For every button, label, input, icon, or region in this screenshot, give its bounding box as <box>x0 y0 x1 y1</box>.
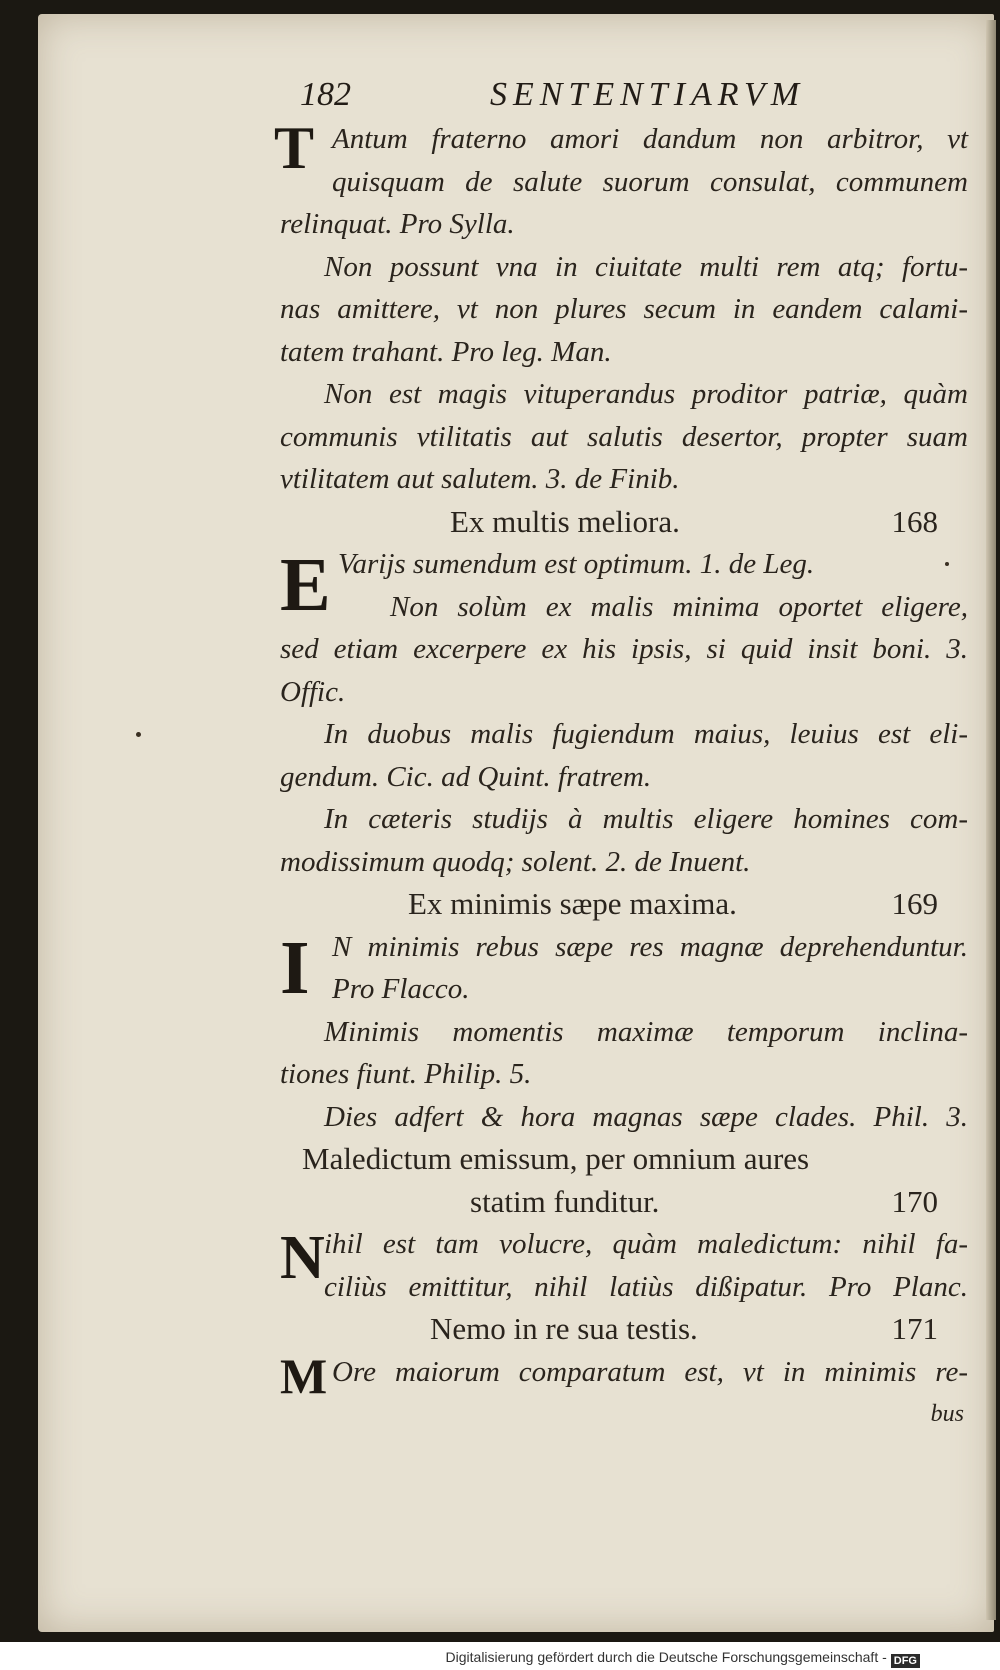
dfg-logo: DFG <box>891 1654 920 1668</box>
text-line: vtilitatem aut salutem. 3. de Finib. <box>280 463 680 495</box>
text-line: Non solùm ex malis minima oportet eligere, <box>390 590 968 623</box>
page-edge <box>986 20 996 1620</box>
drop-cap: I <box>280 925 310 1010</box>
text-line: Non est magis vituperandus proditor patriæ, quàm <box>324 378 968 410</box>
footer-text <box>446 1648 960 1668</box>
section-169 <box>280 926 968 1139</box>
text-line: tiones fiunt. Philip. 5. <box>280 1058 532 1090</box>
heading-text: Ex multis meliora. <box>450 503 680 539</box>
page-number: 182 <box>300 76 351 113</box>
heading-text: Ex minimis sæpe maxima. <box>408 886 737 921</box>
text-line: Antum fraterno amori dandum non arbitror, vt <box>332 123 968 155</box>
section-heading <box>280 1308 968 1351</box>
section-168 <box>280 543 968 883</box>
text-line: tatem trahant. Pro leg. Man. <box>280 335 612 368</box>
running-head: SENTENTIARVM <box>490 76 806 113</box>
text-line: Offic. <box>280 675 346 708</box>
text-line: relinquat. Pro Sylla. <box>280 208 515 240</box>
text-line: Ore maiorum comparatum est, vt in minimis re- <box>332 1355 968 1388</box>
section-heading <box>280 1138 968 1181</box>
section-171 <box>280 1347 968 1436</box>
section-heading <box>280 1181 968 1224</box>
section-167 <box>274 115 968 501</box>
ink-speck <box>136 732 141 737</box>
section-number: 169 <box>891 886 938 921</box>
text-line: sed etiam excerpere ex his ipsis, si quid insit boni. 3. <box>280 633 968 665</box>
text-line: Varijs sumendum est optimum. 1. de Leg. <box>338 548 815 580</box>
heading-text: Maledictum emissum, per omnium aures <box>302 1141 810 1176</box>
catchword: bus <box>930 1401 964 1427</box>
text-line: quisquam de salute suorum consulat, communem <box>332 165 968 198</box>
text-line: Pro Flacco. <box>332 973 470 1005</box>
page-body <box>274 115 968 1436</box>
text-line: In cæteris studijs à multis eligere homines com- <box>324 803 968 835</box>
text-line: N minimis rebus sæpe res magnæ deprehenduntur. <box>332 930 968 963</box>
drop-cap: E <box>280 543 331 627</box>
heading-text: Nemo in re sua testis. <box>430 1311 698 1346</box>
section-number: 171 <box>891 1311 938 1346</box>
text-line: Dies adfert & hora magnas sæpe clades. Phil. 3. <box>324 1100 968 1133</box>
text-line: ciliùs emittitur, nihil latiùs dißipatur. Pro Planc. <box>324 1270 968 1303</box>
section-heading <box>280 883 968 926</box>
text-line: communis vtilitatis aut salutis desertor, propter suam <box>280 420 968 453</box>
drop-cap: T <box>274 115 315 181</box>
section-number: 170 <box>891 1183 938 1219</box>
text-line: gendum. Cic. ad Quint. fratrem. <box>280 760 652 793</box>
text-line: In duobus malis fugiendum maius, leuius est eli- <box>324 718 968 750</box>
section-heading <box>280 501 968 544</box>
section-170 <box>280 1223 968 1308</box>
text-line: Non possunt vna in ciuitate multi rem atq; fortu- <box>324 250 968 283</box>
text-line: Minimis momentis maximæ temporum inclina- <box>324 1015 968 1048</box>
text-line: ihil est tam volucre, quàm maledictum: nihil fa- <box>324 1228 968 1260</box>
footer-credit: Digitalisierung gefördert durch die Deutsche Forschungsgemeinschaft - <box>445 1648 887 1665</box>
digitization-footer <box>0 1642 1000 1670</box>
heading-text: statim funditur. <box>470 1183 660 1219</box>
text-line: nas amittere, vt non plures secum in eandem calami- <box>280 293 968 325</box>
drop-cap: M <box>280 1347 328 1404</box>
text-line: modissimum quodq; solent. 2. de Inuent. <box>280 845 751 878</box>
drop-cap: N <box>280 1224 325 1292</box>
section-number: 168 <box>891 503 938 539</box>
